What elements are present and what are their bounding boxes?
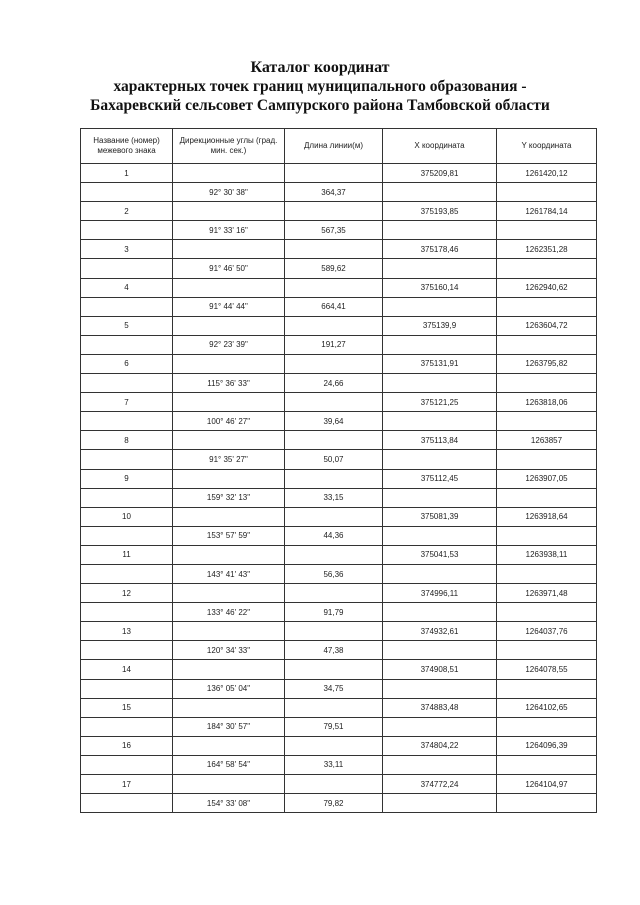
document-title [0, 58, 640, 115]
y-coordinate-cell: 1264037,76 [497, 622, 597, 641]
title-line-3: Бахаревский сельсовет Сампурского района Тамбовской области [90, 97, 550, 114]
empty-cell [173, 736, 285, 755]
table-row [81, 755, 597, 774]
table-row [81, 698, 597, 717]
empty-cell [497, 488, 597, 507]
direction-angle-cell: 91° 33' 16" [173, 221, 285, 240]
empty-cell [173, 775, 285, 794]
line-length-cell: 567,35 [285, 221, 383, 240]
empty-cell [173, 278, 285, 297]
empty-cell [497, 564, 597, 583]
empty-cell [285, 775, 383, 794]
table-row [81, 221, 597, 240]
y-coordinate-cell: 1263938,11 [497, 545, 597, 564]
table-row [81, 431, 597, 450]
table-header-row [81, 129, 597, 164]
table-row [81, 164, 597, 183]
marker-name-cell: 12 [81, 584, 173, 603]
empty-cell [81, 374, 173, 393]
empty-cell [383, 641, 497, 660]
x-coordinate-cell: 375081,39 [383, 507, 497, 526]
y-coordinate-cell: 1264096,39 [497, 736, 597, 755]
empty-cell [285, 622, 383, 641]
y-coordinate-cell: 1264102,65 [497, 698, 597, 717]
header-x-coordinate: X координата [383, 129, 497, 164]
line-length-cell: 191,27 [285, 335, 383, 354]
direction-angle-cell: 159° 32' 13" [173, 488, 285, 507]
title-line-2: характерных точек границ муниципального образования - [113, 78, 527, 95]
direction-angle-cell: 91° 35' 27" [173, 450, 285, 469]
x-coordinate-cell: 375112,45 [383, 469, 497, 488]
marker-name-cell: 2 [81, 202, 173, 221]
coordinates-table [80, 128, 597, 813]
y-coordinate-cell: 1264078,55 [497, 660, 597, 679]
line-length-cell: 34,75 [285, 679, 383, 698]
empty-cell [383, 488, 497, 507]
table-row [81, 736, 597, 755]
empty-cell [383, 564, 497, 583]
direction-angle-cell: 91° 46' 50" [173, 259, 285, 278]
empty-cell [383, 297, 497, 316]
empty-cell [497, 641, 597, 660]
y-coordinate-cell: 1264104,97 [497, 775, 597, 794]
empty-cell [81, 335, 173, 354]
table-row [81, 183, 597, 202]
empty-cell [173, 393, 285, 412]
table-row [81, 526, 597, 545]
y-coordinate-cell: 1262940,62 [497, 278, 597, 297]
direction-angle-cell: 92° 23' 39" [173, 335, 285, 354]
empty-cell [285, 393, 383, 412]
empty-cell [81, 488, 173, 507]
empty-cell [383, 679, 497, 698]
empty-cell [173, 431, 285, 450]
empty-cell [497, 794, 597, 813]
table-row [81, 278, 597, 297]
empty-cell [285, 164, 383, 183]
empty-cell [497, 717, 597, 736]
empty-cell [173, 545, 285, 564]
marker-name-cell: 17 [81, 775, 173, 794]
line-length-cell: 56,36 [285, 564, 383, 583]
table-row [81, 564, 597, 583]
empty-cell [285, 660, 383, 679]
empty-cell [285, 431, 383, 450]
empty-cell [285, 545, 383, 564]
table-row [81, 603, 597, 622]
table-row [81, 488, 597, 507]
empty-cell [285, 584, 383, 603]
line-length-cell: 24,66 [285, 374, 383, 393]
empty-cell [173, 202, 285, 221]
empty-cell [173, 584, 285, 603]
direction-angle-cell: 115° 36' 33" [173, 374, 285, 393]
empty-cell [81, 603, 173, 622]
table-row [81, 354, 597, 373]
empty-cell [383, 717, 497, 736]
marker-name-cell: 10 [81, 507, 173, 526]
x-coordinate-cell: 375160,14 [383, 278, 497, 297]
empty-cell [383, 221, 497, 240]
empty-cell [497, 374, 597, 393]
marker-name-cell: 1 [81, 164, 173, 183]
table-row [81, 794, 597, 813]
direction-angle-cell: 92° 30' 38" [173, 183, 285, 202]
direction-angle-cell: 133° 46' 22" [173, 603, 285, 622]
empty-cell [173, 316, 285, 335]
y-coordinate-cell: 1263907,05 [497, 469, 597, 488]
empty-cell [285, 469, 383, 488]
direction-angle-cell: 184° 30' 57" [173, 717, 285, 736]
header-y-coordinate: Y координата [497, 129, 597, 164]
table-row [81, 316, 597, 335]
empty-cell [383, 374, 497, 393]
empty-cell [285, 736, 383, 755]
empty-cell [81, 259, 173, 278]
direction-angle-cell: 136° 05' 04" [173, 679, 285, 698]
empty-cell [81, 717, 173, 736]
direction-angle-cell: 100° 46' 27" [173, 412, 285, 431]
empty-cell [173, 622, 285, 641]
empty-cell [497, 335, 597, 354]
x-coordinate-cell: 374908,51 [383, 660, 497, 679]
empty-cell [497, 603, 597, 622]
marker-name-cell: 16 [81, 736, 173, 755]
empty-cell [81, 450, 173, 469]
empty-cell [383, 412, 497, 431]
table-row [81, 660, 597, 679]
table-row [81, 240, 597, 259]
marker-name-cell: 11 [81, 545, 173, 564]
empty-cell [285, 316, 383, 335]
line-length-cell: 589,62 [285, 259, 383, 278]
y-coordinate-cell: 1263795,82 [497, 354, 597, 373]
x-coordinate-cell: 375139,9 [383, 316, 497, 335]
empty-cell [81, 641, 173, 660]
x-coordinate-cell: 374883,48 [383, 698, 497, 717]
empty-cell [81, 755, 173, 774]
header-direction-angle: Дирекционные углы (град. мин. сек.) [173, 129, 285, 164]
header-marker-name: Название (номер) межевого знака [81, 129, 173, 164]
empty-cell [173, 354, 285, 373]
empty-cell [173, 698, 285, 717]
table-body [81, 164, 597, 813]
line-length-cell: 364,37 [285, 183, 383, 202]
table-row [81, 545, 597, 564]
marker-name-cell: 5 [81, 316, 173, 335]
empty-cell [383, 335, 497, 354]
empty-cell [383, 526, 497, 545]
marker-name-cell: 13 [81, 622, 173, 641]
empty-cell [383, 450, 497, 469]
y-coordinate-cell: 1261420,12 [497, 164, 597, 183]
line-length-cell: 50,07 [285, 450, 383, 469]
empty-cell [383, 183, 497, 202]
direction-angle-cell: 143° 41' 43" [173, 564, 285, 583]
empty-cell [497, 679, 597, 698]
table-row [81, 259, 597, 278]
line-length-cell: 47,38 [285, 641, 383, 660]
x-coordinate-cell: 375131,91 [383, 354, 497, 373]
x-coordinate-cell: 375113,84 [383, 431, 497, 450]
x-coordinate-cell: 375041,53 [383, 545, 497, 564]
empty-cell [81, 679, 173, 698]
empty-cell [497, 259, 597, 278]
line-length-cell: 33,15 [285, 488, 383, 507]
marker-name-cell: 15 [81, 698, 173, 717]
empty-cell [285, 202, 383, 221]
line-length-cell: 664,41 [285, 297, 383, 316]
table-row [81, 374, 597, 393]
empty-cell [81, 794, 173, 813]
y-coordinate-cell: 1262351,28 [497, 240, 597, 259]
table-row [81, 717, 597, 736]
line-length-cell: 91,79 [285, 603, 383, 622]
empty-cell [81, 564, 173, 583]
marker-name-cell: 3 [81, 240, 173, 259]
empty-cell [285, 354, 383, 373]
x-coordinate-cell: 375178,46 [383, 240, 497, 259]
table-row [81, 679, 597, 698]
empty-cell [81, 297, 173, 316]
empty-cell [173, 469, 285, 488]
empty-cell [497, 221, 597, 240]
title-line-1: Каталог координат [250, 59, 390, 76]
empty-cell [497, 412, 597, 431]
table-row [81, 450, 597, 469]
empty-cell [383, 259, 497, 278]
empty-cell [173, 660, 285, 679]
empty-cell [497, 183, 597, 202]
y-coordinate-cell: 1263604,72 [497, 316, 597, 335]
empty-cell [497, 755, 597, 774]
x-coordinate-cell: 375209,81 [383, 164, 497, 183]
marker-name-cell: 8 [81, 431, 173, 450]
direction-angle-cell: 154° 33' 08" [173, 794, 285, 813]
x-coordinate-cell: 375193,85 [383, 202, 497, 221]
direction-angle-cell: 153° 57' 59" [173, 526, 285, 545]
table-row [81, 775, 597, 794]
table-row [81, 584, 597, 603]
marker-name-cell: 14 [81, 660, 173, 679]
line-length-cell: 44,36 [285, 526, 383, 545]
table-row [81, 297, 597, 316]
line-length-cell: 39,64 [285, 412, 383, 431]
empty-cell [81, 412, 173, 431]
empty-cell [383, 755, 497, 774]
direction-angle-cell: 120° 34' 33" [173, 641, 285, 660]
empty-cell [173, 240, 285, 259]
marker-name-cell: 7 [81, 393, 173, 412]
x-coordinate-cell: 374772,24 [383, 775, 497, 794]
empty-cell [383, 603, 497, 622]
y-coordinate-cell: 1261784,14 [497, 202, 597, 221]
header-line-length: Длина линии(м) [285, 129, 383, 164]
y-coordinate-cell: 1263971,48 [497, 584, 597, 603]
empty-cell [285, 507, 383, 526]
y-coordinate-cell: 1263918,64 [497, 507, 597, 526]
empty-cell [285, 240, 383, 259]
table-row [81, 412, 597, 431]
empty-cell [81, 221, 173, 240]
line-length-cell: 79,51 [285, 717, 383, 736]
x-coordinate-cell: 374804,22 [383, 736, 497, 755]
table-row [81, 641, 597, 660]
line-length-cell: 33,11 [285, 755, 383, 774]
x-coordinate-cell: 374996,11 [383, 584, 497, 603]
empty-cell [497, 450, 597, 469]
direction-angle-cell: 164° 58' 54" [173, 755, 285, 774]
table-row [81, 335, 597, 354]
marker-name-cell: 9 [81, 469, 173, 488]
empty-cell [173, 164, 285, 183]
table-row [81, 469, 597, 488]
table-row [81, 202, 597, 221]
empty-cell [81, 526, 173, 545]
table-row [81, 507, 597, 526]
empty-cell [497, 297, 597, 316]
x-coordinate-cell: 375121,25 [383, 393, 497, 412]
empty-cell [285, 278, 383, 297]
x-coordinate-cell: 374932,61 [383, 622, 497, 641]
direction-angle-cell: 91° 44' 44" [173, 297, 285, 316]
marker-name-cell: 4 [81, 278, 173, 297]
line-length-cell: 79,82 [285, 794, 383, 813]
marker-name-cell: 6 [81, 354, 173, 373]
empty-cell [173, 507, 285, 526]
empty-cell [81, 183, 173, 202]
y-coordinate-cell: 1263857 [497, 431, 597, 450]
table-row [81, 393, 597, 412]
empty-cell [497, 526, 597, 545]
empty-cell [285, 698, 383, 717]
table-row [81, 622, 597, 641]
y-coordinate-cell: 1263818,06 [497, 393, 597, 412]
empty-cell [383, 794, 497, 813]
